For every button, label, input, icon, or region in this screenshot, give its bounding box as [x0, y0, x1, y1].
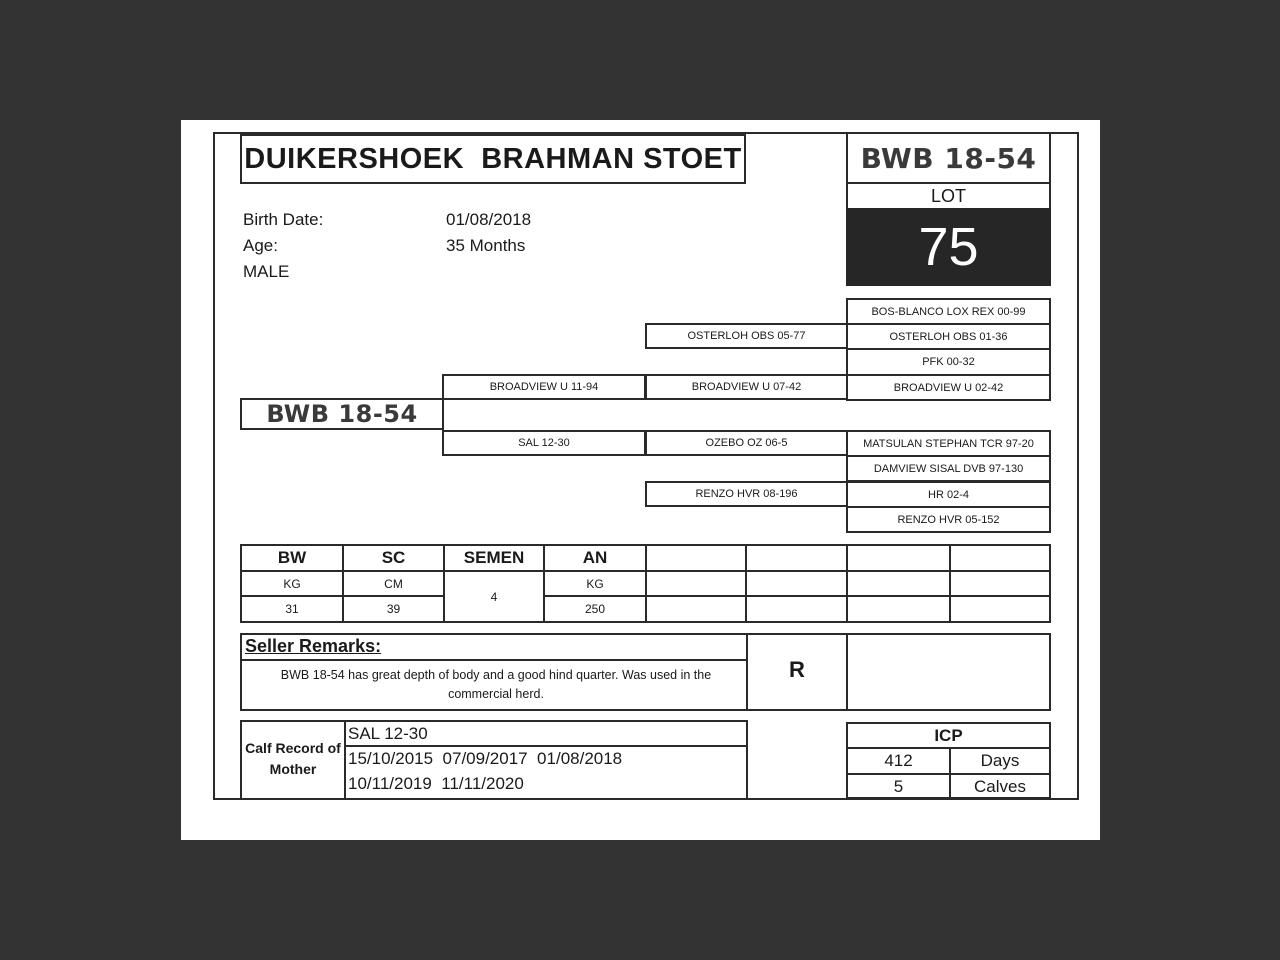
remarks-code: R	[789, 657, 805, 682]
value-bw: 31	[285, 602, 299, 616]
lot-card	[181, 120, 1100, 840]
icp-calves-value: 5	[893, 776, 904, 796]
birth-date-label: Birth Date:	[243, 210, 324, 229]
unit-bw: KG	[283, 576, 301, 591]
pedigree-ggp-4: BROADVIEW U 02-42	[846, 374, 1051, 401]
measure-col-6	[846, 544, 848, 623]
remarks-rule	[240, 659, 748, 661]
header-sc: SC	[381, 548, 406, 567]
value-semen: 4	[490, 589, 498, 604]
pedigree-dam-dam: RENZO HVR 08-196	[645, 481, 848, 507]
icp-days-label: Days	[980, 751, 1020, 770]
pedigree-sire-sire: BROADVIEW U 07-42	[645, 374, 848, 400]
calf-col-mid	[344, 720, 346, 799]
calf-rule-top	[240, 720, 748, 722]
remarks-col-2	[846, 633, 848, 711]
calf-record-dates-2: 10/11/2019 11/11/2020	[348, 774, 524, 793]
seller-remarks-text: BWB 18-54 has great depth of body and a good hind quarter. Was used in the commercial herd.	[280, 668, 712, 701]
value-sc: 39	[386, 602, 401, 616]
frame-left	[213, 132, 215, 800]
unit-sc: CM	[384, 576, 403, 591]
animal-id-tag: BWB 18-54	[846, 132, 1051, 184]
frame-right	[1077, 132, 1079, 800]
measure-col-7	[949, 544, 951, 623]
icp-calves-label: Calves	[974, 776, 1026, 796]
measure-col-4	[645, 544, 647, 623]
birth-date-value: 01/08/2018	[446, 210, 532, 229]
header-semen: SEMEN	[463, 548, 525, 567]
pedigree-ggp-6: DAMVIEW SISAL DVB 97-130	[846, 455, 1051, 482]
pedigree-ggp-5: MATSULAN STEPHAN TCR 97-20	[846, 430, 1051, 457]
pedigree-ggp-2: OSTERLOH OBS 01-36	[846, 323, 1051, 350]
calf-record-dates-1: 15/10/2015 07/09/2017 01/08/2018	[348, 749, 623, 768]
header-bw: BW	[277, 548, 307, 567]
lot-number: 75	[846, 208, 1051, 286]
pedigree-ggp-8: RENZO HVR 05-152	[846, 506, 1051, 533]
value-an: 250	[584, 602, 606, 616]
calf-col-right	[746, 720, 748, 799]
calf-record-label: Calf Record of Mother	[245, 740, 341, 777]
icp-label: ICP	[934, 725, 963, 745]
pedigree-animal: BWB 18-54	[240, 398, 444, 430]
pedigree-ggp-3: PFK 00-32	[846, 348, 1051, 376]
calf-record-mother: SAL 12-30	[348, 724, 428, 743]
lot-label: LOT	[846, 182, 1051, 210]
age-value: 35 Months	[446, 236, 526, 255]
pedigree-ggp-1: BOS-BLANCO LOX REX 00-99	[846, 298, 1051, 325]
pedigree-sire-dam: OSTERLOH OBS 05-77	[645, 323, 848, 349]
pedigree-dam-sire: OZEBO OZ 06-5	[645, 430, 848, 456]
page-title: DUIKERSHOEK BRAHMAN STOET	[240, 134, 746, 184]
header-an: AN	[582, 548, 608, 567]
pedigree-ggp-7: HR 02-4	[846, 481, 1051, 508]
seller-remarks-label: Seller Remarks:	[245, 636, 382, 656]
icp-days-value: 412	[884, 751, 913, 770]
age-label: Age:	[243, 236, 278, 255]
pedigree-sire: BROADVIEW U 11-94	[442, 374, 646, 400]
sex-value: MALE	[243, 262, 290, 281]
measure-col-5	[745, 544, 747, 623]
pedigree-dam: SAL 12-30	[442, 430, 646, 456]
calf-rule-mid	[346, 745, 748, 747]
unit-an: KG	[586, 576, 604, 591]
